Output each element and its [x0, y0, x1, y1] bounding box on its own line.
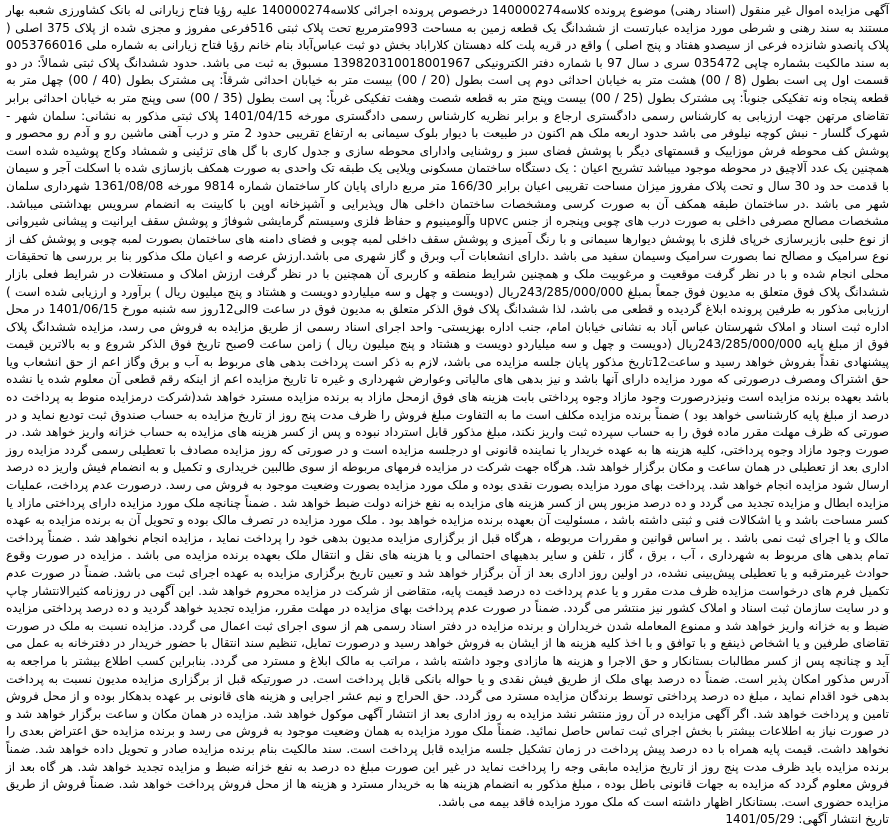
publish-date: تاریخ انتشار آگهی: 1401/05/29	[725, 812, 889, 827]
auction-notice	[6, 2, 890, 827]
notice-body-text: آگهی مزایده اموال غیر منقول (اسناد رهنی) موضوع پرونده کلاسه140000274 درخصوص پرونده اجرائی کلاسه140000274 علیه رؤیا فتاح زیارانی له بانک کشاورزی شعبه بهار مستند به سند رهنی و شرطی مورد مزایده عبارتست از ششدانگ یک قطعه زمین به مساحت 993مترمربع تحت پلاک ثبتی 516فرعی مفروز و مجزی شده از پلاک 375 اصلی ( پلاک پانصدو شانزده فرعی از سیصدو هفتاد و پنج اصلی ) واقع در قریه پلت کله دهستان کلاراباد بخش دو ثبت عباس‌آباد بنام خانم رؤیا فتاح زیارانی به شماره ملی 0053766016 به سند مالکیت بشماره چاپی 035472 سری د سال 97 با شماره دفتر الکترونیکی 139820310018001967 مسبوق به ثبت می باشد. حدود ششدانگ پلاک ثبتی شمالاً: در دو قسمت اول پی است بطول (8 / 00) هشت متر به خیابان احداثی دوم پی است بطول (20 / 00) بیست متر به خیابان احداثی شرقاً: پی مشترک بطول (40 / 00) چهل متر به قطعه پنجاه ونه تفکیکی جنوباً: پی مشترک بطول (25 / 00) بیست وپنج متر به قطعه شصت وهفت تفکیکی غرباً: پی است بطول (35 / 00) سی وپنج متر به خیابان احداثی برابر تقاضای مرتهن جهت ارزیابی به کارشناس رسمی دادگستری ارجاع و برابر نظریه کارشناس رسمی دادگستری مورخه 1401/04/15 پلاک ثبتی مذکور به نشانی: سلمان شهر - شهرک گلسار - نبش کوچه نیلوفر می باشد حدود اربعه ملک هم اکنون در طبیعت با دیوار بلوک سیمانی به ارتفاع تقریبی حدود 2 متر و درب آهنی ماشین رو و آدم رو محصور و پوشش کف محوطه فرش موزاییک و قسمتهای دیگر با پوشش فضای سبز و روشنایی وادارای محوطه سازی و جدول کاری با گل های تزئینی و شمشاد وکاج پوشیده شده است همچنین یک عدد آلاچیق در محوطه موجود میباشد تشریح اعیان : یک دستگاه ساختمان مسکونی ویلایی یک طبقه تک واحدی به صورت همکف بازسازی شده با اسکلت آجر و سیمان با قدمت حد ود 30 سال و تحت پلاک مفروز میزان مساحت تقریبی اعیان برابر 166/30 متر مربع دارای پایان کار ساختمان شماره 9814 مورخه 1361/08/08 شهرداری سلمان شهر می باشد .در ساختمان طبقه همکف آن به صورت کرسی ومشخصات ساختمان داخلی هال وپذیرایی و آشپزخانه اوپن با کابینت به انضمام سرویس بهداشتی میباشد. مشخصات مصالح مصرفی داخلی به صورت درب های چوبی وپنجره از جنس upvc وآلومینیوم و حفاظ فلزی وسیستم گرمایشی شوفاژ و پوشش سقف ایرانیت و پیشانی شیروانی از نوع حلبی بازیرسازی خرپای فلزی با پوشش دیوارها سیمانی و با رنگ آمیزی و پوشش سقف داخلی لمبه چوبی و فضای دامنه های ساختمان بصورت لمبه چوبی و پوشش کف از نوع سرامیک و مصالح نما بصورت سرامیک وسیمان سفید می باشد .دارای انشعابات آب وبرق و گاز شهری می باشد.ارزش عرصه و اعیان ملک مذکور بنا بر بررسی ها تحقیقات محلی انجام شده و با در نظر گرفت موقعیت و مرغوبیت ملک و همچنین شرایط منطقه و کاربری آن همچنین با در نظر گرفت ارزش املاک و مستغلات در شرایط فعلی بازار ششدانگ پلاک فوق متعلق به مدیون فوق جمعاً بمبلغ 243/285/000/000ریال (دویست و چهل و سه میلیاردو دویست و هشتاد و پنج میلیون ریال ) برآورد و ارزیابی شده است ) ارزیابی مذکور به طرفین پرونده ابلاغ گردیده و قطعی می باشد، لذا ششدانگ پلاک فوق الذکر متعلق به مدیون فوق در ساعت 9الی12روز سه شنبه مورخ 1401/06/15 در محل اداره ثبت اسناد و املاک شهرستان عباس آباد به نشانی خیابان امام، جنب اداره بهزیستی- واحد اجرای اسناد رسمی از طریق مزایده به فروش می رسد، مزایده ششدانگ پلاک فوق از مبلغ پایه 243/285/000/000ریال (دویست و چهل و سه میلیاردو دویست و هشتاد و پنج میلیون ریال ) زامن ساعت 9صبح تاریخ فوق الذکر شروع و به بالاترین قیمت پیشنهادی نقداً بفروش خواهد رسید و ساعت12تاریخ مذکور پایان جلسه مزایده می باشد، لازم به ذکر است پرداخت بدهی های مربوط به آب و برق وگاز اعم از حق انشعاب ویا حق اشتراک ومصرف درصورتی که مورد مزایده دارای آنها باشد و نیز بدهی های مالیاتی وعوارض شهرداری و غیره تا تاریخ مزایده اعم از اینکه رقم قطعی آن معلوم شده یا نشده باشد بعهده برنده مزایده است ونیزدرصورت وجود مازاد وجوه پرداختی بابت هزینه های فوق ازمحل مازاد به برنده مزایده مسترد خواهد شد(شرکت درمزایده منوط به پرداخت ده درصد از مبلغ پایه کارشناسی خواهد بود ) ضمناً برنده مزایده مکلف است ما به التفاوت مبلغ فروش را ظرف مدت پنج روز از تاریخ مزایده به حساب صندوق ثبت تودیع نماید و در صورتی که ظرف مهلت مقرر ماده فوق را به حساب سپرده ثبت واریز نکند، مبلغ مذکور قابل استرداد نبوده و پس از کسر هزینه های مزایده به حساب خزانه واریز خواهد شد. در صورت وجود مازاد وجوه پرداختی، کلیه هزینه ها به عهده خریدار یا نماینده قانونی او درجلسه مزایده است و در صورتی که روز مزایده مصادف با تعطیلی رسمی گردد مزایده روز اداری بعد از تعطیلی در همان ساعت و مکان برگزار خواهد شد. هرگاه جهت شرکت در مزایده فرمهای مربوطه از سوی طالبین خریداری و تکمیل و به انضمام فیش واریز ده درصد ارسال شود مزایده انجام خواهد شد. پرداخت بهای مورد مزایده بصورت نقدی بوده و ملک مورد مزایده بصورت وضعیت موجود به فروش می رسد. درصورت عدم پرداخت، عملیات مزایده ابطال و مزایده تجدید می گردد و ده درصد مزبور پس از کسر هزینه های مزایده به نفع خزانه دولت ضبط خواهد شد . ضمناً چنانچه ملک مورد مزایده دارای پرداختی مازاد یا کسر مساحت باشد و یا اشکالات فنی و ثبتی داشته باشد ، مسئولیت آن بعهده برنده مزایده خواهد بود . ملک مورد مزایده در تصرف مالک بوده و تحویل آن به برنده مزایده به عهده مالک و یا اجرای ثبت نمی باشد . بر اساس قوانین و مقررات مربوطه ، هرگاه قبل از برگزاری مزایده مدیون بدهی خود را پرداخت نماید ، مزایده انجام نخواهد شد . ضمناً پرداخت تمام بدهی های مربوط به شهرداری ، آب ، برق ، گاز ، تلفن و سایر بدهیهای احتمالی و یا هزینه های نقل و انتقال ملک بعهده برنده مزایده می باشد . مزایده در صورت وقوع حوادث غیرمترقبه و یا تعطیلی پیش‌بینی نشده، در اولین روز اداری بعد از آن برگزار خواهد شد و تعیین تاریخ برگزاری مزایده به عهده اجرای ثبت می باشد. ضمناً در صورت عدم تکمیل فرم های درخواست مزایده ظرف مدت مقرر و یا عدم پرداخت ده درصد قیمت پایه، متقاضی از شرکت در مزایده محروم خواهد شد. این آگهی در روزنامه کثیرالانتشار چاپ و در سایت سازمان ثبت اسناد و املاک کشور نیز منتشر می گردد. ضمناً در صورت عدم پرداخت بهای مزایده در مهلت مقرر، مزایده تجدید خواهد گردید و ده درصد پرداختی مزایده ضبط و به خزانه واریز خواهد شد و ممنوع المعامله شدن خریداران و برنده مزایده در دفتر اسناد رسمی هم از سوی اجرای ثبت اعمال می گردد. مزایده نسبت به ملک در صورت تقاضای طرفین و یا اشخاص ذینفع و با توافق و با اخذ کلیه هزینه ها از ایشان به فروش خواهد رسید و درصورت تمایل، تنظیم سند انتقال با حضور خریدار در دفترخانه به عمل می آید و چنانچه پس از کسر مطالبات بستانکار و حق الاجرا و هزینه ها مازادی وجود داشته باشد ، مراتب به مالک ابلاغ و مسترد می گردد. بنابراین کسب اطلاع بیشتر با مراجعه به آدرس مذکور امکان پذیر است. ضمناً ده درصد بهای ملک از طریق فیش نقدی و یا حواله بانکی قابل پرداخت است. در صورتیکه قبل از برگزاری مزایده مدیون نسبت به پرداخت بدهی خود اقدام نماید ، مبلغ ده درصد پرداختی توسط برندگان مزایده مسترد می گردد. حق الحراج و نیم عشر اجرایی و هزینه های قانونی بر عهده بدهکار بوده و از محل فروش تامین و پرداخت خواهد شد. اگر آگهی مزایده در آن روز منتشر نشد مزایده به روز اداری بعد از انتشار آگهی موکول خواهد شد. مزایده در همان مکان و ساعت برگزار خواهد شد و در صورت نیاز به اطلاعات بیشتر با بخش اجرای ثبت تماس حاصل نمائید. ضمناً ملک مورد مزایده به همان وضعیت موجود به فروش می رسد و برنده مزایده حق اعتراض بعدی را نخواهد داشت. قیمت پایه همراه با ده درصد پیش پرداخت در زمان تشکیل جلسه مزایده قابل پرداخت است. سند مالکیت بنام برنده مزایده صادر و تحویل داده خواهد شد. ضمناً برنده مزایده باید ظرف مدت پنج روز از تاریخ مزایده مابقی وجه را پرداخت نماید در غیر این صورت مبلغ ده درصد به نفع خزانه ضبط و مزایده تجدید خواهد شد. هر گاه بعد از فروش معلوم گردد که مزایده به جهات قانونی باطل بوده ، مبلغ مذکور به انضمام هزینه ها به خریدار مسترد و هزینه ها از محل فروش پرداخت خواهد شد. ضمناً فروش از طریق مزایده حضوری است. بستانکار اظهار داشته است که ملک مورد مزایده فاقد بیمه می باشد.	[6, 3, 890, 809]
